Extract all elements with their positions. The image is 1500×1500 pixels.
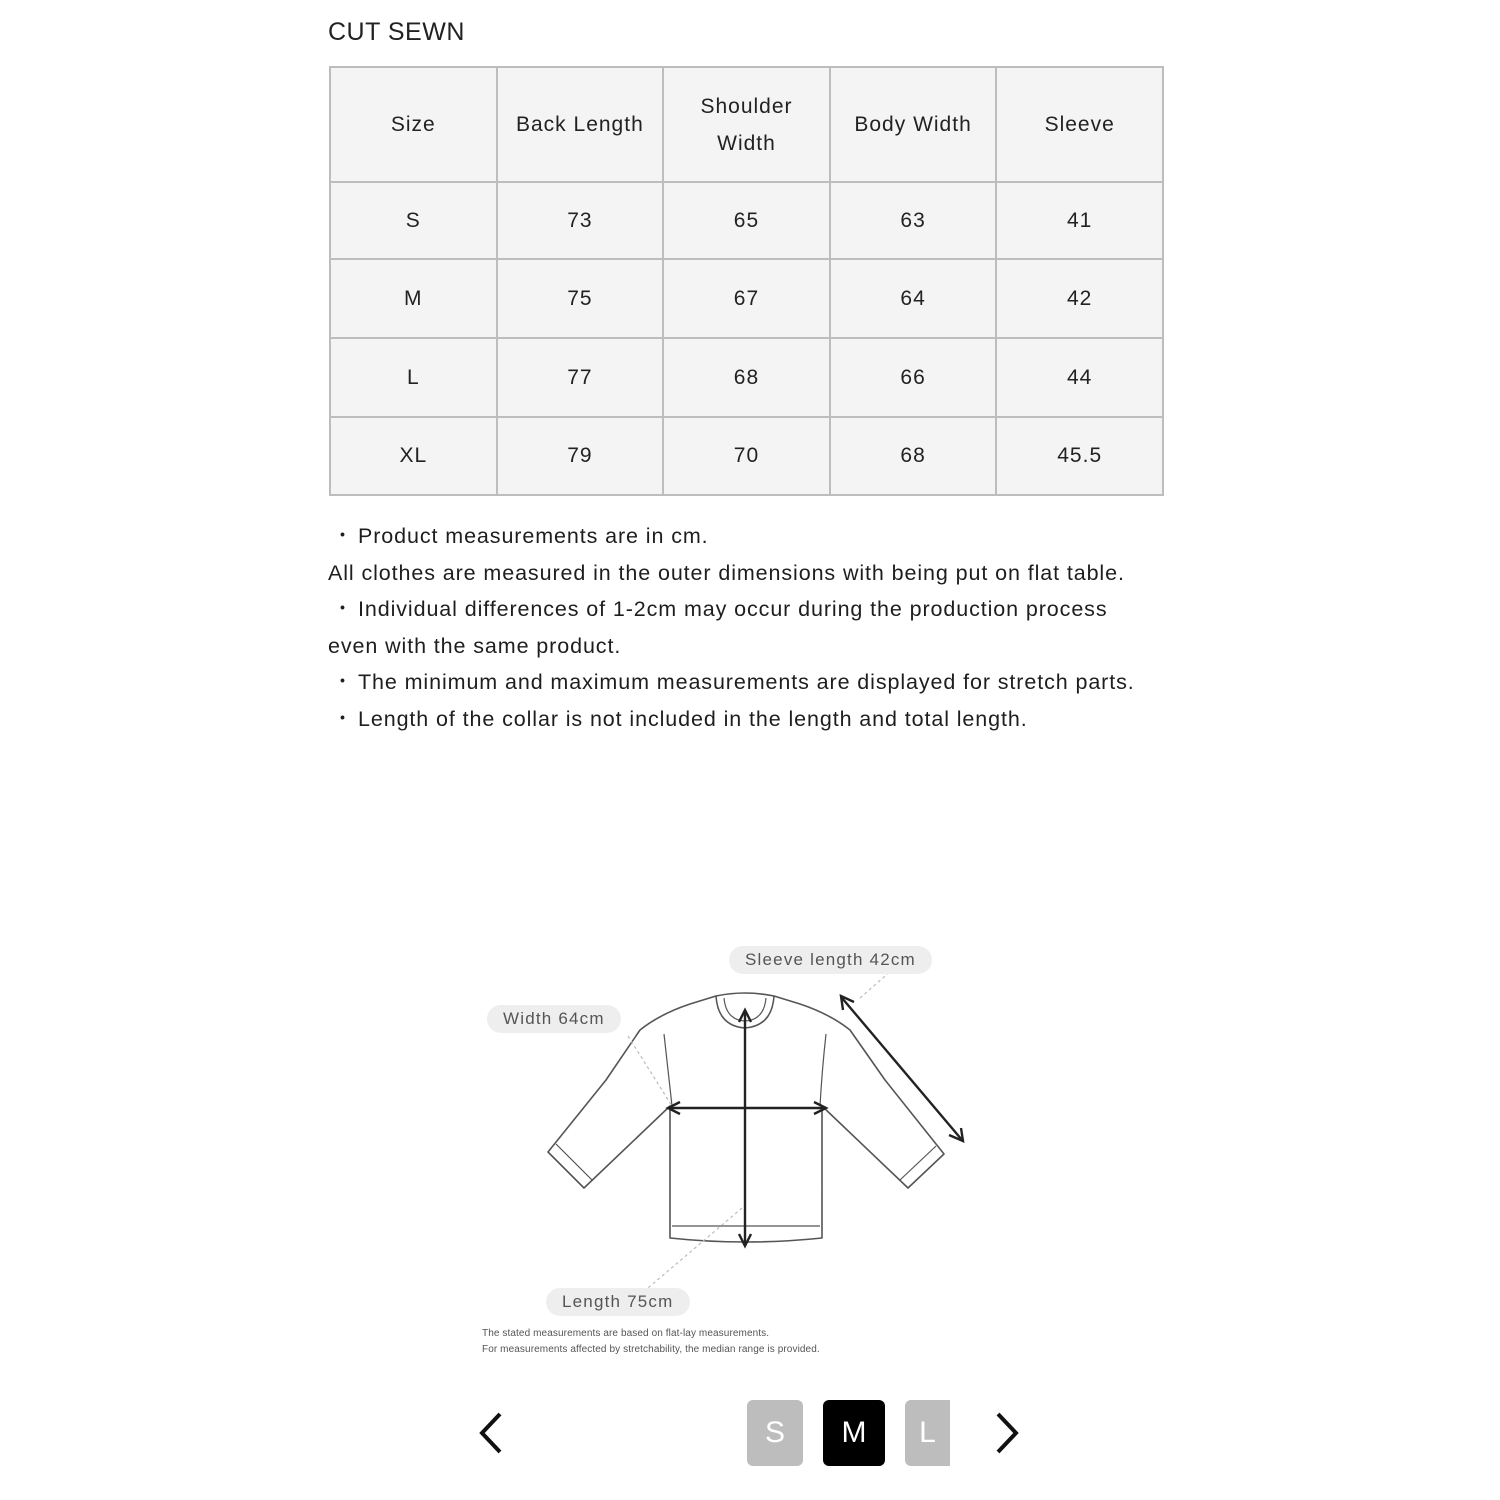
- cell-body-width: 66: [830, 338, 997, 417]
- width-label: Width 64cm: [487, 1005, 621, 1033]
- cell-sleeve: 42: [996, 259, 1163, 338]
- bullet: ・: [331, 524, 355, 548]
- cell-sleeve: 44: [996, 338, 1163, 417]
- cell-body-width: 63: [830, 182, 997, 259]
- section-title: CUT SEWN: [328, 18, 465, 46]
- chevron-right-icon[interactable]: [986, 1408, 1026, 1458]
- cell-back-length: 77: [497, 338, 664, 417]
- note-item: All clothes are measured in the outer dimensions with being put on flat table.: [328, 560, 1125, 585]
- cell-size: XL: [330, 417, 497, 495]
- cell-size: L: [330, 338, 497, 417]
- sleeve-length-label: Sleeve length 42cm: [729, 946, 932, 974]
- note-item: ・ Individual differences of 1-2cm may occur during the production process even with the same product.: [328, 591, 1158, 664]
- cell-body-width: 68: [830, 417, 997, 495]
- header-size: Size: [330, 67, 497, 182]
- cell-size: M: [330, 259, 497, 338]
- bullet: ・: [331, 670, 355, 695]
- cell-sleeve: 41: [996, 182, 1163, 259]
- header-body-width: Body Width: [830, 67, 997, 182]
- cell-shoulder-width: 67: [663, 259, 830, 338]
- cell-shoulder-width: 70: [663, 417, 830, 495]
- cell-back-length: 75: [497, 259, 664, 338]
- note-item: ・ The minimum and maximum measurements are displayed for stretch parts.: [328, 664, 1158, 701]
- header-shoulder-width: Shoulder Width: [663, 67, 830, 182]
- cell-body-width: 64: [830, 259, 997, 338]
- length-label: Length 75cm: [546, 1288, 690, 1316]
- fine-print: The stated measurements are based on flat-lay measurements. For measurements affected by stretchability, the median range is provided.: [482, 1328, 820, 1355]
- cell-sleeve: 45.5: [996, 417, 1163, 495]
- size-button-m[interactable]: M: [823, 1400, 885, 1466]
- cell-shoulder-width: 68: [663, 338, 830, 417]
- note-item: ・ Length of the collar is not included in the length and total length.: [328, 701, 1158, 738]
- header-back-length: Back Length: [497, 67, 664, 182]
- sleeve-arrow: [842, 998, 962, 1140]
- cell-size: S: [330, 182, 497, 259]
- cell-shoulder-width: 65: [663, 182, 830, 259]
- header-sleeve: Sleeve: [996, 67, 1163, 182]
- cell-back-length: 73: [497, 182, 664, 259]
- bullet: ・: [331, 597, 355, 622]
- size-button-s[interactable]: S: [747, 1400, 803, 1466]
- chevron-left-icon[interactable]: [472, 1408, 512, 1458]
- cell-back-length: 79: [497, 417, 664, 495]
- size-button-l[interactable]: L: [905, 1400, 950, 1466]
- note-item: ・ Product measurements are in cm.: [328, 518, 1158, 555]
- bullet: ・: [331, 706, 355, 731]
